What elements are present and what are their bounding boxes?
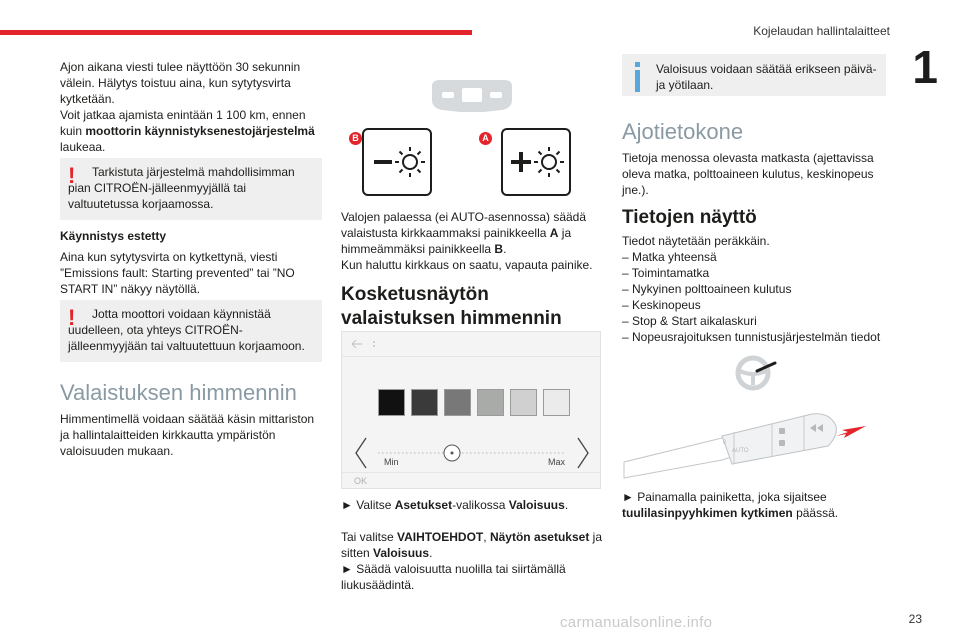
stalk-label: AUTO [732, 448, 749, 454]
info-icon [632, 62, 643, 92]
col2-para3-pre: Tai valitse [341, 530, 394, 544]
col2-para1-a: A [549, 226, 559, 240]
col2-para1 [341, 209, 603, 257]
col2-para3-end: . [429, 546, 433, 560]
col1-para2-bold: moottorin käynnistyksenestojärjestelmä [85, 124, 315, 138]
screen-ok-label: OK [354, 476, 368, 486]
col2-para1-pre: Valojen palaessa (ei AUTO-asennossa) säädä valaistusta kirkkaammaksi painikkeella [341, 210, 587, 240]
list-item: – Nykyinen polttoaineen kulutus [622, 282, 792, 296]
col2-para2: Kun haluttu kirkkaus on saatu, vapauta painike. [341, 258, 593, 272]
chapter-title: Kojelaudan hallintalaitteet [753, 24, 890, 38]
section-heading-data-display: Tietojen näyttö [622, 207, 757, 228]
touchscreen-illustration [341, 331, 601, 489]
steering-wheel-icon [735, 355, 779, 391]
col3-step-pre: Painamalla painiketta, joka sijaitsee [637, 490, 827, 504]
col3-step [622, 489, 886, 521]
brightness-swatch [543, 389, 570, 416]
col2-para1-b: B [494, 242, 504, 256]
warning-1-text: Tarkistuta järjestelmä mahdollisimman pian CITROËN-jälleenmyyjällä tai valtuutetussa korjaamossa. [68, 165, 295, 211]
col3-step-bold: tuulilasinpyyhkimen kytkimen [622, 506, 793, 520]
dim-up-button [501, 128, 571, 196]
slider-min-label: Min [384, 457, 399, 467]
header-accent-bar [0, 30, 472, 35]
warning-box-2 [60, 300, 322, 362]
dim-down-button [362, 128, 432, 196]
col2-para1-mid: ja himmeämmäksi painikkeella [341, 226, 572, 256]
label-a-marker: A [479, 132, 492, 145]
col1-paragraph-4: Himmentimellä voidaan säätää käsin mittariston ja hallintalaitteiden kirkkautta ympäristön valoisuuden mukaan. [60, 412, 315, 458]
watermark: carmanualsonline.info [560, 614, 713, 631]
section-heading-trip-computer: Ajotietokone [622, 119, 744, 144]
col2-step2-line [341, 561, 603, 593]
col2-step1-mid: -valikossa [452, 498, 506, 512]
stalk-label: 0 [723, 440, 727, 446]
col2-para3-bold1: VAIHTOEHDOT [397, 530, 484, 544]
warning-exclamation-icon: ! [68, 305, 76, 330]
slider-max-label: Max [548, 457, 566, 467]
col2-step2-text: Säädä valoisuutta nuolilla tai siirtämällä liukusäädintä. [341, 562, 566, 592]
col2-step1-end: . [564, 498, 569, 512]
page-number: 23 [908, 612, 922, 626]
brightness-swatch [378, 389, 405, 416]
list-item: – Toimintamatka [622, 266, 710, 280]
col2-para3-sep: , [483, 530, 487, 544]
col1-para2 [60, 107, 322, 155]
col2-step1-bold1: Asetukset [394, 498, 453, 512]
col2-step-1 [341, 497, 603, 513]
col2-step1-pre: Valitse [356, 498, 392, 512]
section-heading-touchscreen-dimmer: Kosketusnäytön valaistuksen himmennin [341, 284, 562, 329]
list-item: – Matka yhteensä [622, 250, 717, 264]
col2-para3-bold3: Valoisuus [373, 546, 430, 560]
wiper-stalk-illustration [622, 404, 872, 482]
col2-para3 [341, 529, 603, 561]
brightness-swatch [510, 389, 537, 416]
brightness-swatch [411, 389, 438, 416]
col3-step-post: päässä. [796, 506, 839, 520]
col2-paragraph-1 [341, 209, 603, 273]
label-b-marker: B [349, 132, 362, 145]
list-item: – Keskinopeus [622, 298, 701, 312]
slider-left-arrow-icon [356, 438, 366, 468]
screen-divider-top [342, 356, 600, 357]
brightness-swatches [378, 389, 568, 416]
step-arrow-icon: ► [341, 562, 353, 576]
col3-step-line [622, 489, 886, 521]
col1-para2-pre: Voit jatkaa ajamista enintään 1 100 km, ennen kuin [60, 108, 306, 138]
brightness-swatch [477, 389, 504, 416]
display-data-list [622, 249, 886, 345]
subheading-start-blocked: Käynnistys estetty [60, 229, 167, 243]
col2-step1-line [341, 497, 603, 513]
slider-right-arrow-icon [578, 438, 588, 468]
step-arrow-icon: ► [341, 498, 353, 512]
col1-paragraph-1 [60, 59, 322, 155]
col2-step1-bold2: Valoisuus [508, 498, 565, 512]
warning-box-1 [60, 158, 322, 220]
list-item: – Stop & Start aikalaskuri [622, 314, 757, 328]
col1-para1-text: Ajon aikana viesti tulee näyttöön 30 sekunnin välein. Hälytys toistuu aina, kun sytytysvirta kytketään. [60, 60, 301, 106]
col2-paragraph-3 [341, 529, 603, 593]
info-box [622, 54, 886, 96]
col2-para3-mid: ja sitten [341, 530, 603, 560]
col2-para3-bold2: Näytön asetukset [489, 530, 590, 544]
list-item: – Nopeusrajoituksen tunnistusjärjestelmän tiedot [622, 330, 881, 344]
section-heading-dimmer: Valaistuksen himmennin [60, 380, 297, 405]
col3-paragraph-1: Tietoja menossa olevasta matkasta (ajettavissa oleva matka, polttoaineen kulutus, keskinopeus jne.). [622, 151, 874, 197]
plus-sun-icon [503, 130, 569, 194]
screen-divider-bottom [342, 472, 600, 473]
warning-2-text: Jotta moottori voidaan käynnistää uudelleen, ota yhteys CITROËN-jälleenmyyjään tai valtuutettuun korjaamoon. [68, 307, 305, 353]
step-arrow-icon: ► [622, 490, 634, 504]
col3-paragraph-2: Tiedot näytetään peräkkäin. [622, 234, 770, 248]
col2-para1-end: . [503, 242, 507, 256]
back-arrow-icon [350, 338, 380, 350]
warning-exclamation-icon: ! [68, 163, 76, 188]
steering-wheel-hub-icon [428, 78, 516, 116]
chapter-number: 1 [912, 41, 938, 93]
info-text: Valoisuus voidaan säätää erikseen päivä- ja yötilaan. [656, 62, 877, 92]
minus-sun-icon [364, 130, 430, 194]
brightness-swatch [444, 389, 471, 416]
col1-para2-post: laukeaa. [60, 140, 106, 154]
col1-paragraph-3: Aina kun sytytysvirta on kytkettynä, viesti ”Emissions fault: Starting prevented” tai ”NO START IN” näkyy näytöllä. [60, 250, 295, 296]
